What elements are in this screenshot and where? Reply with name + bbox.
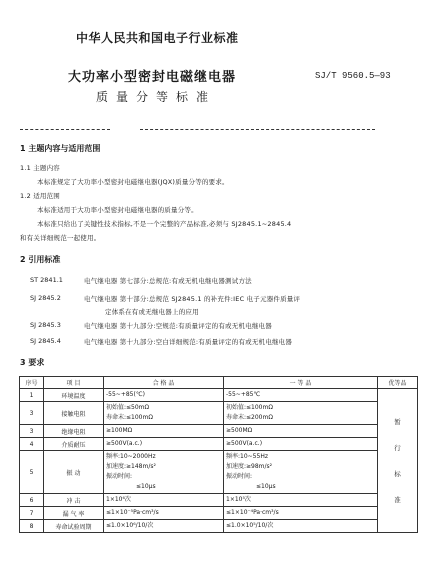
header-superior: 优等品 [378,377,418,389]
row-first-grade: 初始值:≤100mΩ 寿命末:≤200mΩ [224,402,378,425]
row-no: 3 [20,425,44,438]
row-no: 4 [20,438,44,451]
section-1-1-text: 本标准规定了大功率小型密封电磁继电器(JQX)质量分等的要求。 [37,178,229,186]
section-1-2-heading: 1.2 适用范围 [20,192,61,200]
document-subtitle: 质量分等标准 [96,90,217,104]
row-item: 振 动 [44,451,104,494]
row-first-grade: ≥500MΩ [224,425,378,438]
row-item: 介质耐压 [44,438,104,451]
header-item: 项 目 [44,377,104,389]
reference-text-continued: 定体系在有或无继电器上的应用 [105,308,199,316]
section-1-2-line1: 本标准适用于大功率小型密封电磁继电器的质量分等。 [37,206,198,214]
table-header-row [20,377,418,389]
section-3-heading: 3 要求 [20,358,45,367]
reference-text: 电气继电器 第十部分:总规范 SJ2845.1 的补充件:IEC 电子元器件质量评 [84,295,301,303]
section-1-2-line3: 和有关详细规范一起使用。 [20,234,101,242]
row-no: 8 [20,520,44,533]
section-2-heading: 2 引用标准 [20,255,61,264]
superior-column: 暂行标准 [378,389,418,533]
row-item: 冲 击 [44,494,104,507]
document-title: 大功率小型密封电磁继电器 [68,70,237,85]
row-first-grade: -55~+85℃ [224,389,378,402]
reference-code: SJ 2845.4 [30,337,61,345]
table-row [20,438,418,451]
row-qualified: ≤1×10⁻⁵Pa·cm³/s [104,507,224,520]
row-no: 1 [20,389,44,402]
section-1-heading: 1 主题内容与适用范围 [20,144,101,153]
row-no: 3 [20,402,44,425]
row-item: 绝缘电阻 [44,425,104,438]
row-first-grade: ≤1×10⁻⁴Pa·cm³/s [224,507,378,520]
row-qualified: 1×10⁶次 [104,494,224,507]
header-divider-right [140,129,375,130]
standard-number: SJ/T 9560.5—93 [315,71,391,81]
reference-code: SJ 2845.2 [30,294,61,302]
row-first-grade: 频率:10~55Hz 加速度:≥98m/s² 振动时间: ≤10μs [224,451,378,494]
row-qualified: -55~+85(℃) [104,389,224,402]
reference-text: 电气继电器 第七部分:总规范:有或无机电继电器测试方法 [84,277,252,285]
section-1-1-heading: 1.1 主题内容 [20,164,61,172]
row-item: 寿命试验周期 [44,520,104,533]
row-first-grade: ≤1.0×10⁵/10/次 [224,520,378,533]
row-qualified: ≥500V(a.c.) [104,438,224,451]
section-1-2-line2: 本标准只给出了关键性技术指标,不是一个完整的产品标准,必须与 SJ2845.1~2845.4 [37,220,292,228]
row-qualified: 频率:10~2000Hz 加速度:≥148m/s² 振动时间: ≤10μs [104,451,224,494]
header-qualified: 合 格 品 [104,377,224,389]
row-no: 5 [20,451,44,494]
table-row [20,494,418,507]
standard-body-title: 中华人民共和国电子行业标准 [76,31,239,45]
row-first-grade: 1×10⁵次 [224,494,378,507]
row-item: 环境温度 [44,389,104,402]
table-row [20,389,418,402]
table-row [20,425,418,438]
row-first-grade: ≥500V(a.c.) [224,438,378,451]
table-row [20,507,418,520]
header-no: 序号 [20,377,44,389]
reference-code: SJ 2845.3 [30,321,61,329]
reference-code: ST 2841.1 [30,276,63,284]
row-no: 7 [20,507,44,520]
row-qualified: 初始值:≤50mΩ 寿命末:≤100mΩ [104,402,224,425]
header-first-grade: 一 等 品 [224,377,378,389]
requirements-table [19,376,418,533]
header-divider-left [20,129,110,130]
row-item: 接触电阻 [44,402,104,425]
table-row [20,451,418,494]
row-qualified: ≥100MΩ [104,425,224,438]
table-row [20,402,418,425]
reference-text: 电气继电器 第十九部分:空规范:有质量评定的有或无机电继电器 [84,322,272,330]
row-item: 漏 气 率 [44,507,104,520]
table-row [20,520,418,533]
row-qualified: ≤1.0×10⁶/10/次 [104,520,224,533]
row-no: 6 [20,494,44,507]
reference-text: 电气继电器 第十九部分:空白详细规范:有质量评定的有或无机电继电器 [84,338,293,346]
